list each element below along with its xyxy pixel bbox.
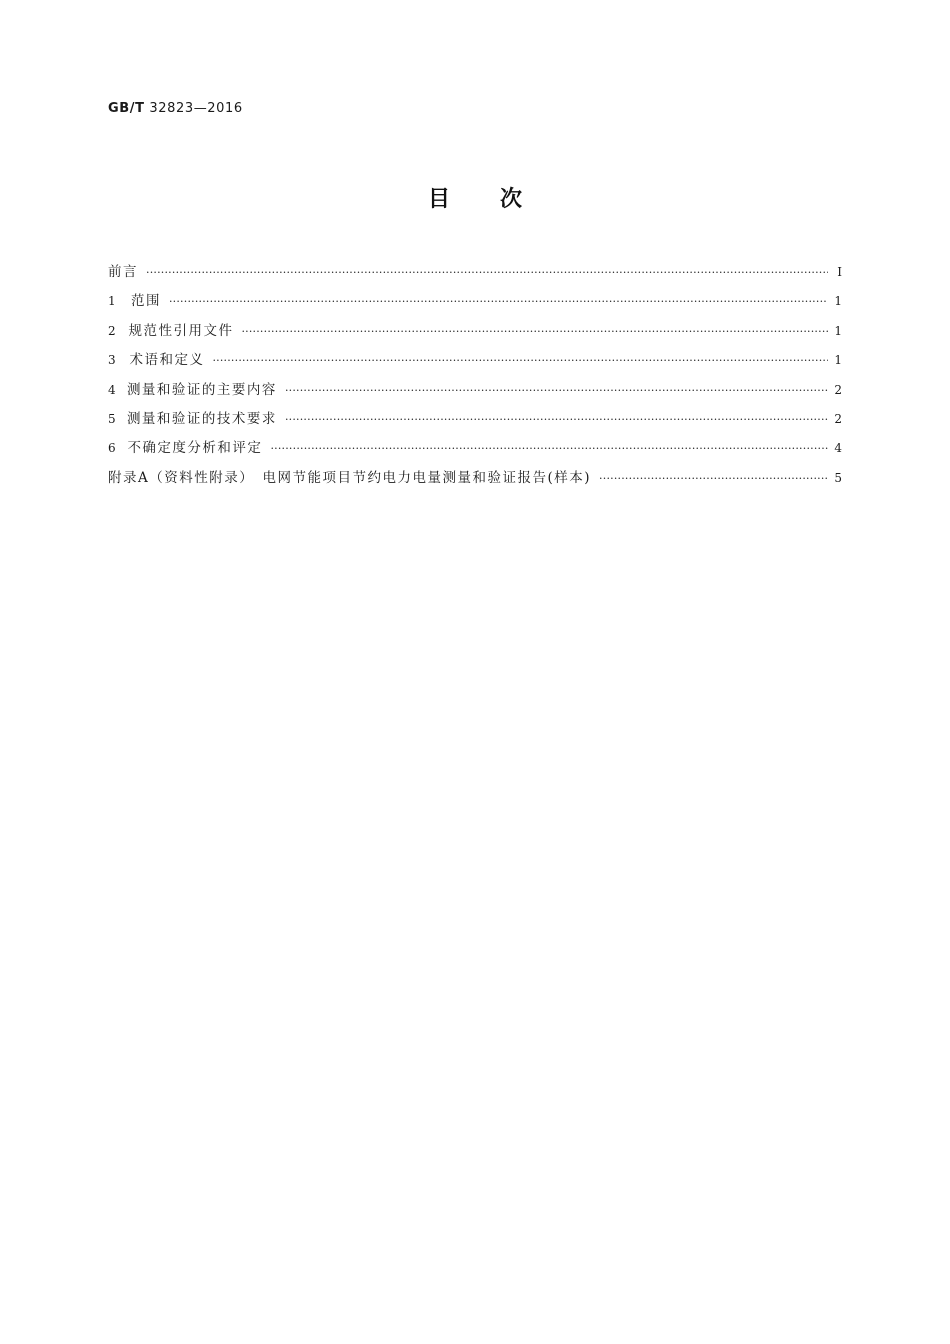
toc-entry-label: 附录A（资料性附录） 电网节能项目节约电力电量测量和验证报告(样本) bbox=[108, 469, 592, 486]
table-of-contents bbox=[108, 260, 842, 495]
toc-entry-label: 不确定度分析和评定 bbox=[127, 440, 263, 457]
toc-entry-scope[interactable] bbox=[108, 289, 842, 318]
toc-leader-dots bbox=[212, 354, 828, 367]
toc-entry-main-content[interactable] bbox=[108, 378, 842, 407]
toc-leader-dots bbox=[285, 384, 828, 397]
toc-entry-label: 术语和定义 bbox=[129, 352, 205, 369]
toc-entry-label: 范围 bbox=[130, 293, 161, 310]
toc-section-number: 4 bbox=[108, 382, 116, 397]
standard-number: 32823—2016 bbox=[149, 101, 243, 116]
toc-section-number: 3 bbox=[108, 353, 116, 368]
toc-section-number: 5 bbox=[108, 411, 116, 426]
toc-section-number: 1 bbox=[108, 294, 116, 309]
toc-section-number: 2 bbox=[108, 323, 116, 338]
toc-page-number: 4 bbox=[834, 441, 842, 456]
toc-entry-technical-requirements[interactable] bbox=[108, 407, 842, 436]
toc-leader-dots bbox=[285, 413, 828, 426]
toc-page-number: 1 bbox=[834, 323, 842, 338]
toc-entry-normative-references[interactable] bbox=[108, 319, 842, 348]
toc-page-number: 2 bbox=[834, 411, 842, 426]
toc-entry-foreword[interactable] bbox=[108, 260, 842, 289]
toc-leader-dots bbox=[241, 325, 828, 338]
toc-entry-label: 前言 bbox=[108, 264, 138, 280]
toc-leader-dots bbox=[270, 442, 828, 455]
toc-leader-dots bbox=[599, 472, 828, 485]
toc-entry-label: 测量和验证的技术要求 bbox=[126, 410, 277, 427]
toc-entry-terms-definitions[interactable] bbox=[108, 348, 842, 377]
toc-page-number: 5 bbox=[834, 470, 842, 485]
toc-page-number: 1 bbox=[834, 353, 842, 368]
toc-entry-uncertainty[interactable] bbox=[108, 436, 842, 465]
toc-page-number: 2 bbox=[834, 382, 842, 397]
toc-leader-dots bbox=[169, 295, 828, 308]
page-title: 目次 bbox=[427, 187, 572, 212]
toc-section-number: 6 bbox=[108, 441, 116, 456]
standard-prefix: GB/T bbox=[108, 101, 145, 116]
toc-page-number: 1 bbox=[834, 294, 842, 309]
toc-page-number: Ⅰ bbox=[837, 265, 842, 279]
toc-entry-label: 测量和验证的主要内容 bbox=[126, 381, 277, 398]
toc-entry-appendix-a[interactable] bbox=[108, 466, 842, 495]
standard-code bbox=[108, 101, 243, 116]
toc-leader-dots bbox=[146, 266, 828, 279]
toc-entry-label: 规范性引用文件 bbox=[128, 322, 234, 339]
